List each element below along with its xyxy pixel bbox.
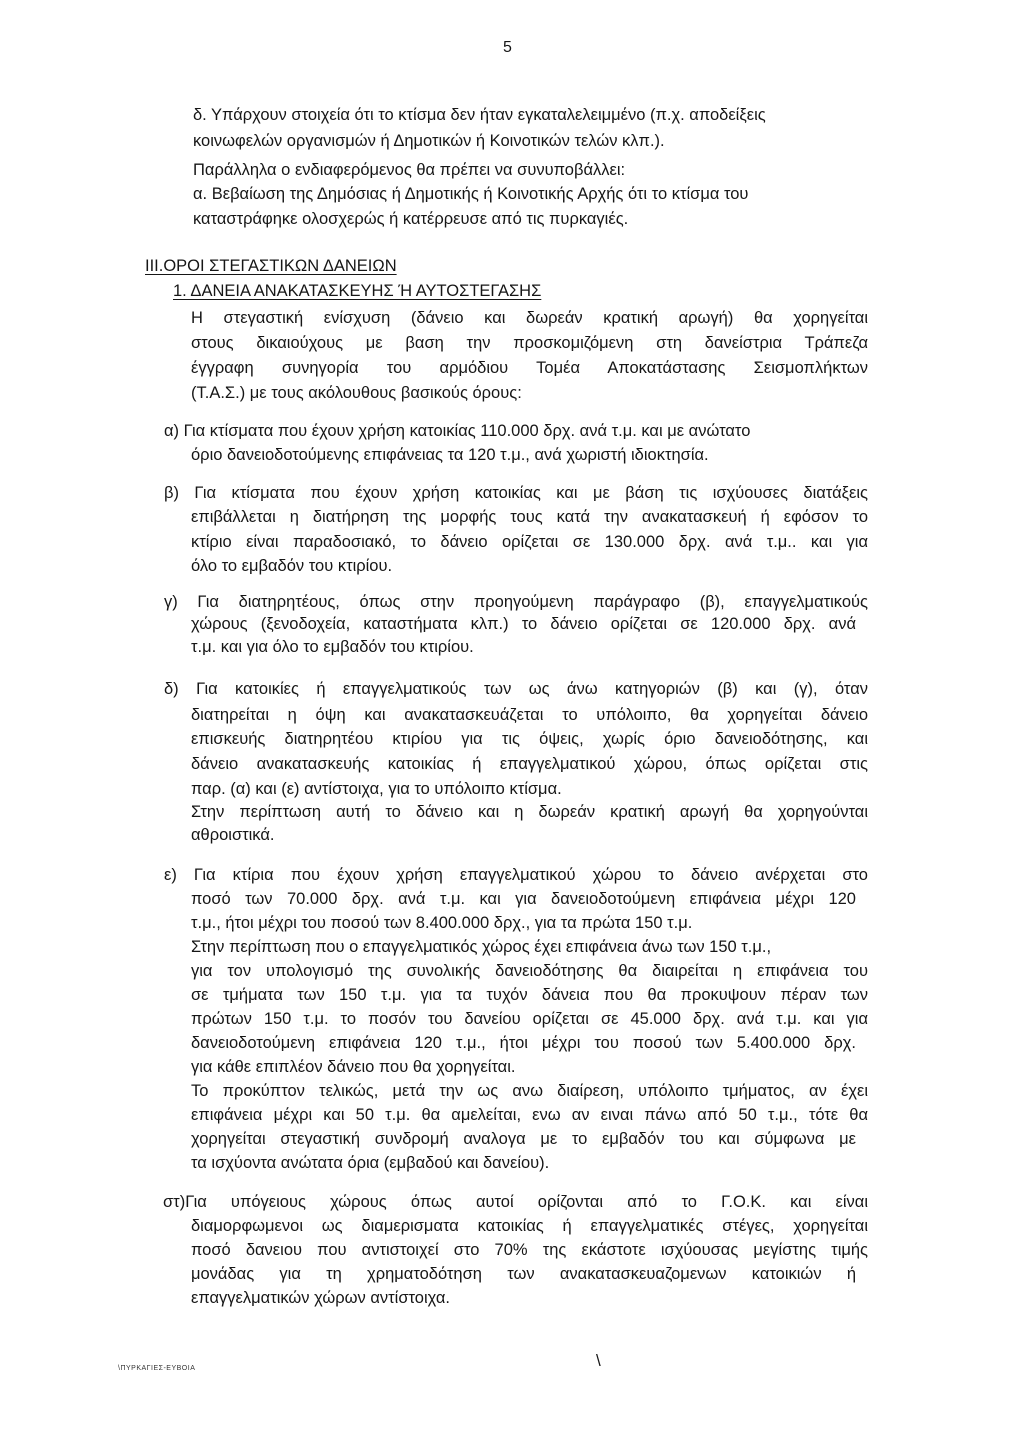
condition-d-line-2: κοινωφελών οργανισμών ή Δημοτικών ή Κοινοτικών τελών κλπ.). bbox=[193, 132, 665, 150]
term-e-line-5: για τον υπολογισμό της συνολικής δανειοδότησης θα διαιρείται η επιφάνεια του bbox=[191, 962, 868, 980]
term-e-line-12: χορηγείται στεγαστική συνδρομή αναλογα με το εμβαδόν του και σύμφωνα με bbox=[191, 1130, 856, 1148]
intro-line-3: έγγραφη συνηγορία του αρμόδιου Τομέα Αποκατάστασης Σεισμοπλήκτων bbox=[191, 359, 868, 377]
term-g-line-1: γ) Για διατηρητέους, όπως στην προηγούμενη παράγραφο (β), επαγγελματικούς bbox=[164, 593, 868, 611]
term-st-line-4: μονάδας για τη χρηματοδότηση των ανακατασκευαζομενων κατοικιών ή bbox=[191, 1265, 856, 1283]
subsection-heading-1: 1. ΔΑΝΕΙΑ ΑΝΑΚΑΤΑΣΚΕΥΗΣ Ή ΑΥΤΟΣΤΕΓΑΣΗΣ bbox=[173, 282, 542, 300]
term-dd-line-6: Στην περίπτωση αυτή το δάνειο και η δωρεάν κρατική αρωγή θα χορηγούνται bbox=[191, 803, 868, 821]
term-e-line-13: τα ισχύοντα ανώτατα όρια (εμβαδού και δανείου). bbox=[191, 1154, 550, 1172]
term-e-line-4: Στην περίπτωση που ο επαγγελματικός χώρος έχει επιφάνεια άνω των 150 τ.μ., bbox=[191, 938, 772, 956]
term-dd-line-5: παρ. (α) και (ε) αντίστοιχα, για το υπόλοιπο κτίσμα. bbox=[191, 780, 562, 798]
intro-line-4: (Τ.Α.Σ.) με τους ακόλουθους βασικούς όρους: bbox=[191, 384, 522, 402]
footer-file-path: \ΠΥΡΚΑΓΙΕΣ-ΕΥΒΟΙΑ bbox=[118, 1365, 196, 1372]
term-dd-line-3: επισκευής διατηρητέου κτιρίου για τις όψεις, χωρίς όριο δανειοδότησης, και bbox=[191, 730, 868, 748]
term-dd-line-7: αθροιστικά. bbox=[191, 826, 275, 844]
term-dd-line-2: διατηρείται η όψη και ανακατασκευάζεται το υπόλοιπο, θα χορηγείται δάνειο bbox=[191, 706, 868, 724]
term-g-line-3: τ.μ. και για όλο το εμβαδόν του κτιρίου. bbox=[191, 638, 474, 656]
term-st-line-3: ποσό δανειου που αντιστοιχεί στο 70% της εκάστοτε ισχύουσας μεγίστης τιμής bbox=[191, 1241, 868, 1259]
term-b-line-3: κτίριο είναι παραδοσιακό, το δάνειο ορίζεται σε 130.000 δρχ. ανά τ.μ.. και για bbox=[191, 533, 868, 551]
term-e-line-10: Το προκύπτον τελικώς, μετά την ως ανω διαίρεση, υπόλοιπο τμήματος, αν έχει bbox=[191, 1082, 868, 1100]
term-a-line-2: όριο δανειοδοτούμενης επιφάνειας τα 120 τ.μ., ανά χωριστή ιδιοκτησία. bbox=[191, 446, 709, 464]
footer-mark: \ bbox=[596, 1351, 601, 1370]
term-st-line-2: διαμορφωμενοι ως διαμερισματα κατοικίας ή επαγγελματικές στέγες, χορηγείται bbox=[191, 1217, 868, 1235]
term-e-line-1: ε) Για κτίρια που έχουν χρήση επαγγελματικού χώρου το δάνειο ανέρχεται στο bbox=[164, 866, 868, 884]
term-e-line-8: δανειοδοτούμενη επιφάνεια 120 τ.μ., ήτοι μέχρι του ποσού των 5.400.000 δρχ. bbox=[191, 1034, 856, 1052]
term-st-line-5: επαγγελματικών χώρων αντίστοιχα. bbox=[191, 1289, 450, 1307]
term-dd-line-4: δάνειο ανακατασκευής κατοικίας ή επαγγελματικού χώρου, όπως ορίζεται στις bbox=[191, 755, 868, 773]
intro-line-1: Η στεγαστική ενίσχυση (δάνειο και δωρεάν κρατική αρωγή) θα χορηγείται bbox=[191, 309, 868, 327]
additional-docs-intro: Παράλληλα ο ενδιαφερόμενος θα πρέπει να συνυποβάλλει: bbox=[193, 161, 626, 179]
term-e-line-6: σε τμήματα των 150 τ.μ. για τα τυχόν δάνεια που θα προκυψουν πέραν των bbox=[191, 986, 868, 1004]
term-e-line-11: επιφάνεια μέχρι και 50 τ.μ. θα αμελείται, ενω αν ειναι πάνω από 50 τ.μ., τότε θα bbox=[191, 1106, 868, 1124]
term-b-line-4: όλο το εμβαδόν του κτιρίου. bbox=[191, 557, 393, 575]
term-b-line-1: β) Για κτίσματα που έχουν χρήση κατοικίας και με βάση τις ισχύουσες διατάξεις bbox=[164, 484, 868, 502]
term-e-line-9: για κάθε επιπλέον δάνειο που θα χορηγείται. bbox=[191, 1058, 516, 1076]
doc-a-line-1: α. Βεβαίωση της Δημόσιας ή Δημοτικής ή Κοινοτικής Αρχής ότι το κτίσμα του bbox=[193, 185, 749, 203]
term-e-line-2: ποσό των 70.000 δρχ. ανά τ.μ. και για δανειοδοτούμενη επιφάνεια μέχρι 120 bbox=[191, 890, 856, 908]
section-heading-iii: III.ΟΡΟΙ ΣΤΕΓΑΣΤΙΚΩΝ ΔΑΝΕΙΩΝ bbox=[145, 257, 397, 275]
term-e-line-7: πρώτων 150 τ.μ. το ποσόν του δανείου ορίζεται σε 45.000 δρχ. ανά τ.μ. και για bbox=[191, 1010, 868, 1028]
term-b-line-2: επιβάλλεται η διατήρηση της μορφής τους κατά την ανακατασκευή ή εφόσον το bbox=[191, 508, 868, 526]
intro-line-2: στους δικαιούχους με βαση την προσκομιζόμενη στη δανείστρια Τράπεζα bbox=[191, 334, 868, 352]
term-dd-line-1: δ) Για κατοικίες ή επαγγελματικούς των ως άνω κατηγοριών (β) και (γ), όταν bbox=[164, 680, 868, 698]
term-e-line-3: τ.μ., ήτοι μέχρι του ποσού των 8.400.000 δρχ., για τα πρώτα 150 τ.μ. bbox=[191, 914, 693, 932]
term-st-line-1: στ)Για υπόγειους χώρους όπως αυτοί ορίζονται από το Γ.Ο.Κ. και είναι bbox=[163, 1193, 868, 1211]
term-g-line-2: χώρους (ξενοδοχεία, καταστήματα κλπ.) το δάνειο ορίζεται σε 120.000 δρχ. ανά bbox=[191, 615, 856, 633]
condition-d-line-1: δ. Υπάρχουν στοιχεία ότι το κτίσμα δεν ήταν εγκαταλελειμμένο (π.χ. αποδείξεις bbox=[193, 106, 766, 124]
doc-a-line-2: καταστράφηκε ολοσχερώς ή κατέρρευσε από τις πυρκαγιές. bbox=[193, 210, 629, 228]
page-number: 5 bbox=[503, 39, 512, 56]
term-a-line-1: α) Για κτίσματα που έχουν χρήση κατοικίας 110.000 δρχ. ανά τ.μ. και με ανώτατο bbox=[164, 422, 751, 440]
